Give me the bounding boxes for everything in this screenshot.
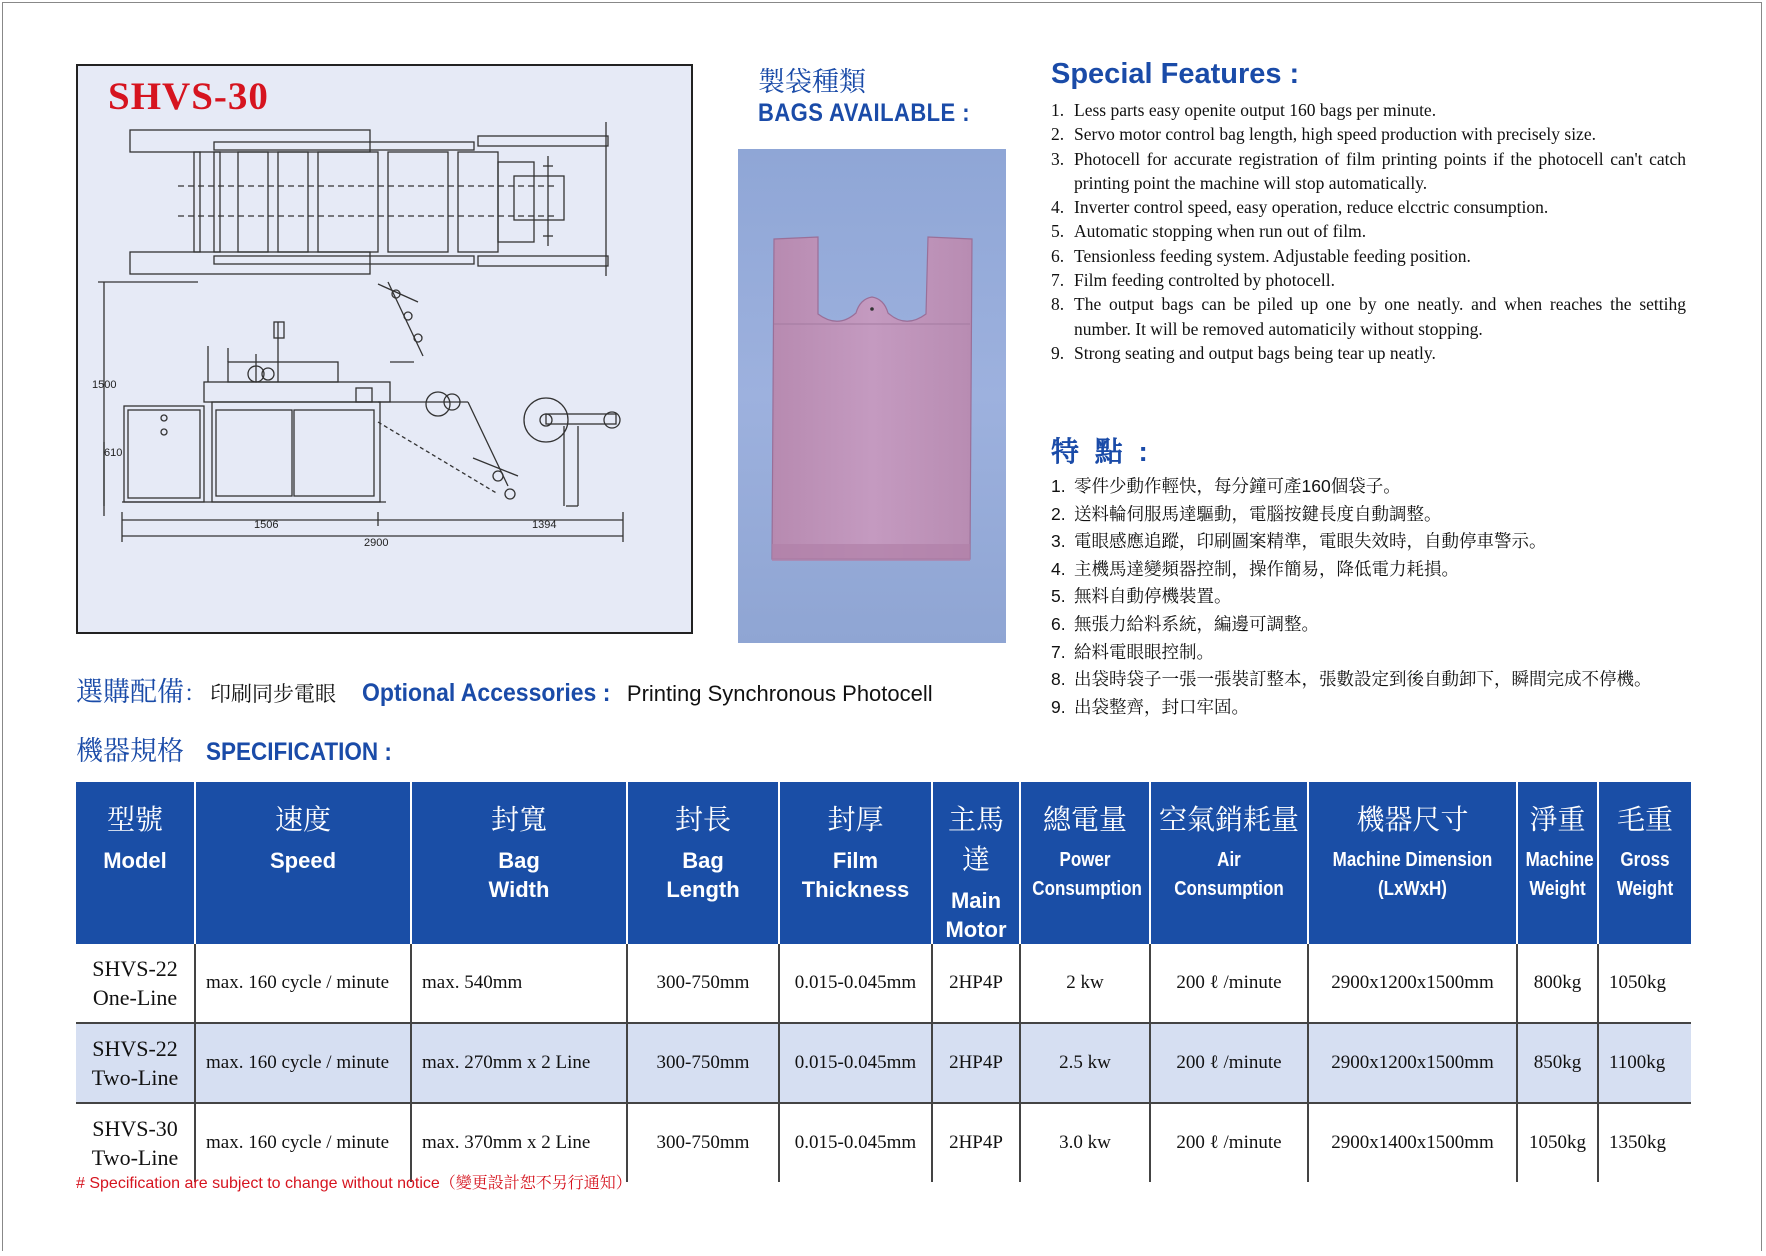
cell-net-weight: 1050kg <box>1517 1103 1598 1182</box>
cell-width: max. 270mm x 2 Line <box>411 1023 627 1103</box>
header-speed: 速度 Speed <box>195 782 411 944</box>
feature-item-zh: 3. 電眼感應追蹤，印刷圖案精準，電眼失效時，自動停車警示。 <box>1051 531 1547 552</box>
cell-length: 300-750mm <box>627 944 779 1023</box>
feature-item: 4. Inverter control speed, easy operation, reduce elcctric consumption. <box>1051 197 1549 218</box>
cell-motor: 2HP4P <box>932 1023 1020 1103</box>
header-power-consumption: 總電量 Power Consumption <box>1020 782 1150 944</box>
header-main-motor: 主馬達 Main Motor <box>932 782 1020 944</box>
cell-length: 300-750mm <box>627 1103 779 1182</box>
features-title-zh: 特 點 : <box>1051 436 1152 467</box>
table-header-row <box>76 782 1691 944</box>
cell-dimension: 2900x1400x1500mm <box>1308 1103 1517 1182</box>
cell-power: 2.5 kw <box>1020 1023 1150 1103</box>
header-air-consumption: 空氣銷耗量 Air Consumption <box>1150 782 1308 944</box>
feature-item-zh: 4. 主機馬達變頻器控制，操作簡易，降低電力耗損。 <box>1051 558 1459 579</box>
cell-width: max. 370mm x 2 Line <box>411 1103 627 1182</box>
accessories-value-en: Printing Synchronous Photocell <box>626 681 933 706</box>
header-model: 型號 Model <box>76 782 195 944</box>
bag-photo <box>738 149 1006 643</box>
cell-thickness: 0.015-0.045mm <box>779 1103 932 1182</box>
cell-net-weight: 800kg <box>1517 944 1598 1023</box>
header-bag-length: 封長 Bag Length <box>627 782 779 944</box>
table-row <box>76 1023 1691 1103</box>
header-bag-width: 封寬 Bag Width <box>411 782 627 944</box>
specification-title <box>76 729 413 768</box>
accessories-colon: ： <box>184 681 207 706</box>
model-title: SHVS-30 <box>108 75 269 118</box>
features-list-zh <box>1051 473 1691 721</box>
feature-item: 8. The output bags can be piled up one by one neatly. and when reaches the settihg number. It will be removed automaticily without stopping. <box>1051 294 1686 339</box>
accessories-value-zh: 印刷同步電眼 <box>210 683 337 706</box>
bags-title-zh: 製袋種類 <box>758 67 866 97</box>
spec-title-zh: 機器規格 <box>76 736 184 766</box>
dim-1506: 1506 <box>254 519 279 531</box>
feature-item: 3. Photocell for accurate registration of film printing points if the photocell can't catch printing point the machine will stop automatically. <box>1051 148 1686 193</box>
cell-gross-weight: 1350kg <box>1598 1103 1691 1182</box>
feature-item: 9. Strong seating and output bags being tear up neatly. <box>1051 342 1436 363</box>
feature-item: 2. Servo motor control bag length, high speed production with precisely size. <box>1051 124 1596 145</box>
dim-610: 610 <box>104 447 123 459</box>
features-title: Special Features : <box>1051 58 1300 90</box>
header-machine-weight: 淨重 Machine Weight <box>1517 782 1598 944</box>
cell-speed: max. 160 cycle / minute <box>195 1103 411 1182</box>
feature-item: 6. Tensionless feeding system. Adjustable feeding position. <box>1051 245 1471 266</box>
cell-model: SHVS-22 One-Line <box>92 956 178 1010</box>
cell-net-weight: 850kg <box>1517 1023 1598 1103</box>
accessories-title-en: Optional Accessories : <box>362 679 611 707</box>
features-list-en <box>1051 98 1686 365</box>
cell-motor: 2HP4P <box>932 944 1020 1023</box>
feature-item-zh: 6. 無張力給料系統，編邊可調整。 <box>1051 613 1319 634</box>
dim-1394: 1394 <box>532 519 557 531</box>
feature-item: 5. Automatic stopping when run out of film. <box>1051 221 1367 242</box>
cell-width: max. 540mm <box>411 944 627 1023</box>
accessories-title-zh: 選購配備 <box>76 677 184 707</box>
t-shirt-bag-image <box>738 149 1006 643</box>
feature-item-zh: 7. 給料電眼眼控制。 <box>1051 641 1214 662</box>
machine-drawing <box>78 66 691 632</box>
feature-item-zh: 9. 出袋整齊，封口牢固。 <box>1051 696 1249 717</box>
cell-speed: max. 160 cycle / minute <box>195 1023 411 1103</box>
specification-table <box>76 782 1691 1182</box>
cell-power: 2 kw <box>1020 944 1150 1023</box>
dim-1500: 1500 <box>92 379 117 391</box>
cell-model: SHVS-30 Two-Line <box>91 1116 179 1170</box>
feature-item-zh: 5. 無料自動停機裝置。 <box>1051 586 1232 607</box>
cell-model: SHVS-22 Two-Line <box>76 1023 195 1103</box>
machine-drawing-panel <box>76 64 693 634</box>
dim-2900: 2900 <box>364 537 389 549</box>
cell-air: 200 ℓ /minute <box>1150 944 1308 1023</box>
cell-thickness: 0.015-0.045mm <box>779 944 932 1023</box>
feature-item: 7. Film feeding controlted by photocell. <box>1051 270 1335 291</box>
cell-power: 3.0 kw <box>1020 1103 1150 1182</box>
cell-gross-weight: 1100kg <box>1598 1023 1691 1103</box>
optional-accessories <box>76 670 933 709</box>
feature-item-zh: 2. 送料輪伺服馬達驅動，電腦按鍵長度自動調整。 <box>1051 503 1442 524</box>
feature-item: 1. Less parts easy openite output 160 bags per minute. <box>1051 100 1437 120</box>
spec-title-en: SPECIFICATION : <box>206 738 393 766</box>
feature-item-zh: 8. 出袋時袋子一張一張裝訂整本，張數設定到後自動卸下，瞬間完成不停機。 <box>1051 669 1652 690</box>
cell-motor: 2HP4P <box>932 1103 1020 1182</box>
header-machine-dimension: 機器尺寸 Machine Dimension (LxWxH) <box>1308 782 1517 944</box>
cell-speed: max. 160 cycle / minute <box>195 944 411 1023</box>
cell-thickness: 0.015-0.045mm <box>779 1023 932 1103</box>
feature-item-zh: 1. 零件少動作輕快，每分鐘可產160個袋子。 <box>1051 476 1401 496</box>
cell-dimension: 2900x1200x1500mm <box>1308 944 1517 1023</box>
header-gross-weight: 毛重 Gross Weight <box>1598 782 1691 944</box>
cell-air: 200 ℓ /minute <box>1150 1023 1308 1103</box>
cell-length: 300-750mm <box>627 1023 779 1103</box>
header-film-thickness: 封厚 Film Thickness <box>779 782 932 944</box>
cell-gross-weight: 1050kg <box>1598 944 1691 1023</box>
table-row <box>76 944 1691 1023</box>
bags-title-en: BAGS AVAILABLE : <box>758 99 970 127</box>
cell-dimension: 2900x1200x1500mm <box>1308 1023 1517 1103</box>
footnote: # Specification are subject to change without notice（變更設計恕不另行通知） <box>76 1175 632 1192</box>
cell-air: 200 ℓ /minute <box>1150 1103 1308 1182</box>
